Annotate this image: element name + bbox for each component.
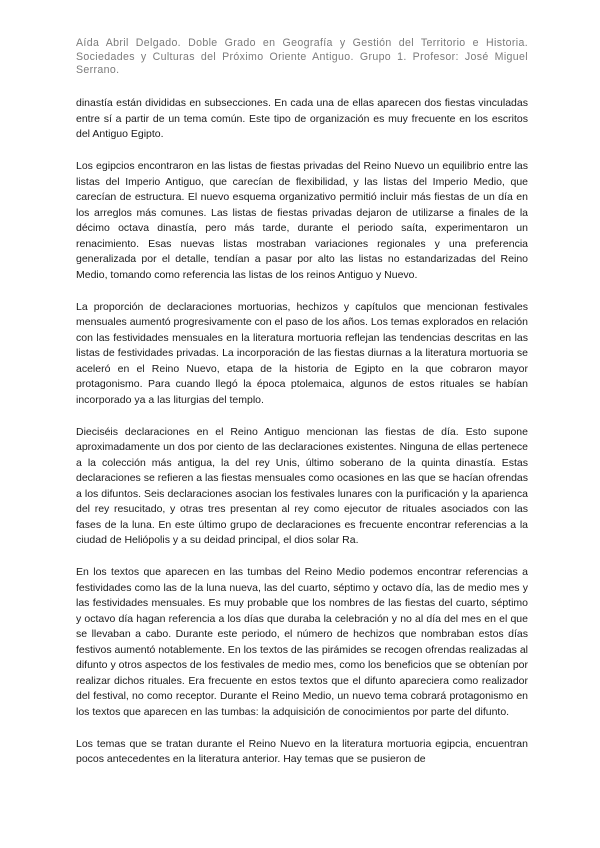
paragraph-3: La proporción de declaraciones mortuorias, hechizos y capítulos que mencionan festivales mensuales aumentó progresivamente con el paso de los años. Los temas explorados en relación con las festividades mensuales en la literatura mortuoria reflejan las tendencias descritas en las listas de festividades privadas. La incorporación de las fiestas diurnas a la literatura mortuoria se aceleró en el Reino Nuevo, etapa de la historia de Egipto en la que cobraron mayor protagonismo. Para cuando llegó la época ptolemaica, algunos de estos rituales se habían incorporado ya a las liturgias del templo. bbox=[76, 300, 528, 406]
paragraph-4: Dieciséis declaraciones en el Reino Antiguo mencionan las fiestas de día. Esto supone aproximadamente un dos por ciento de las declaraciones existentes. Ninguna de ellas pertenece a la colección más antigua, la del rey Unis, último soberano de la quinta dinastía. Estas declaraciones se refieren a las fiestas mensuales como ocasiones en las que se hacían ofrendas a los difuntos. Seis declaraciones asocian los festivales lunares con la purificación y la aparienca del rey resucitado, y otras tres presentan al rey como ejecutor de rituales asociados con las fases de la luna. En este último grupo de declaraciones es frecuente encontrar referencias a la ciudad de Heliópolis y a su deidad principal, el dios solar Ra. bbox=[76, 425, 528, 546]
paragraph-2: Los egipcios encontraron en las listas de fiestas privadas del Reino Nuevo un equilibrio entre las listas del Imperio Antiguo, que carecían de flexibilidad, y las listas del Imperio Medio, que carecían de estructura. El nuevo esquema organizativo permitió incluir más fiestas de un día en los arreglos más comunes. Las listas de fiestas privadas dejaron de utilizarse a finales de la décimo octava dinastía, pero más tarde, durante el periodo saíta, experimentaron un renacimiento. Esas nuevas listas mostraban variaciones regionales y una preferencia generalizada por el detalle, tendían a pasar por alto las listas no estandarizadas del Reino Medio, tomando como referencia las listas de los reinos Antiguo y Nuevo. bbox=[76, 160, 528, 281]
paragraph-5: En los textos que aparecen en las tumbas del Reino Medio podemos encontrar referencias a festividades como las de la luna nueva, las del cuarto, séptimo y octavo día, las de medio mes y las festividades mensuales. Es muy probable que los nombres de las fiestas del cuarto, séptimo y octavo día hagan referencia a los días que duraba la celebración y no al día del mes en el que se llevaban a cabo. Durante este periodo, el número de hechizos que nombraban estos días festivos aumentó notablemente. En los textos de las pirámides se recogen ofrendas realizadas al difunto y otros aspectos de los festivales de medio mes, como los beneficios que se obtenían por realizar dichos rituales. Era frecuente en estos textos que el difunto apareciera como realizador del festival, no como receptor. Durante el Reino Medio, un nuevo tema cobrará protagonismo en los textos que aparecen en las tumbas: la adquisición de conocimientos por parte del difunto. bbox=[76, 566, 528, 718]
paragraph-6: Los temas que se tratan durante el Reino Nuevo en la literatura mortuoria egipcia, encuentran pocos antecedentes en la literatura anterior. Hay temas que se pusieron de bbox=[76, 737, 528, 765]
page-header: Aída Abril Delgado. Doble Grado en Geografía y Gestión del Territorio e Historia. Sociedades y Culturas del Próximo Oriente Antiguo. Grupo 1. Profesor: José Miguel Serrano. bbox=[76, 37, 528, 77]
document-body bbox=[76, 96, 528, 784]
paragraph-1: dinastía están divididas en subsecciones. En cada una de ellas aparecen dos fiestas vinculadas entre sí a partir de un tema común. Este tipo de organización es muy frecuente en los escritos del Antiguo Egipto. bbox=[76, 97, 528, 140]
